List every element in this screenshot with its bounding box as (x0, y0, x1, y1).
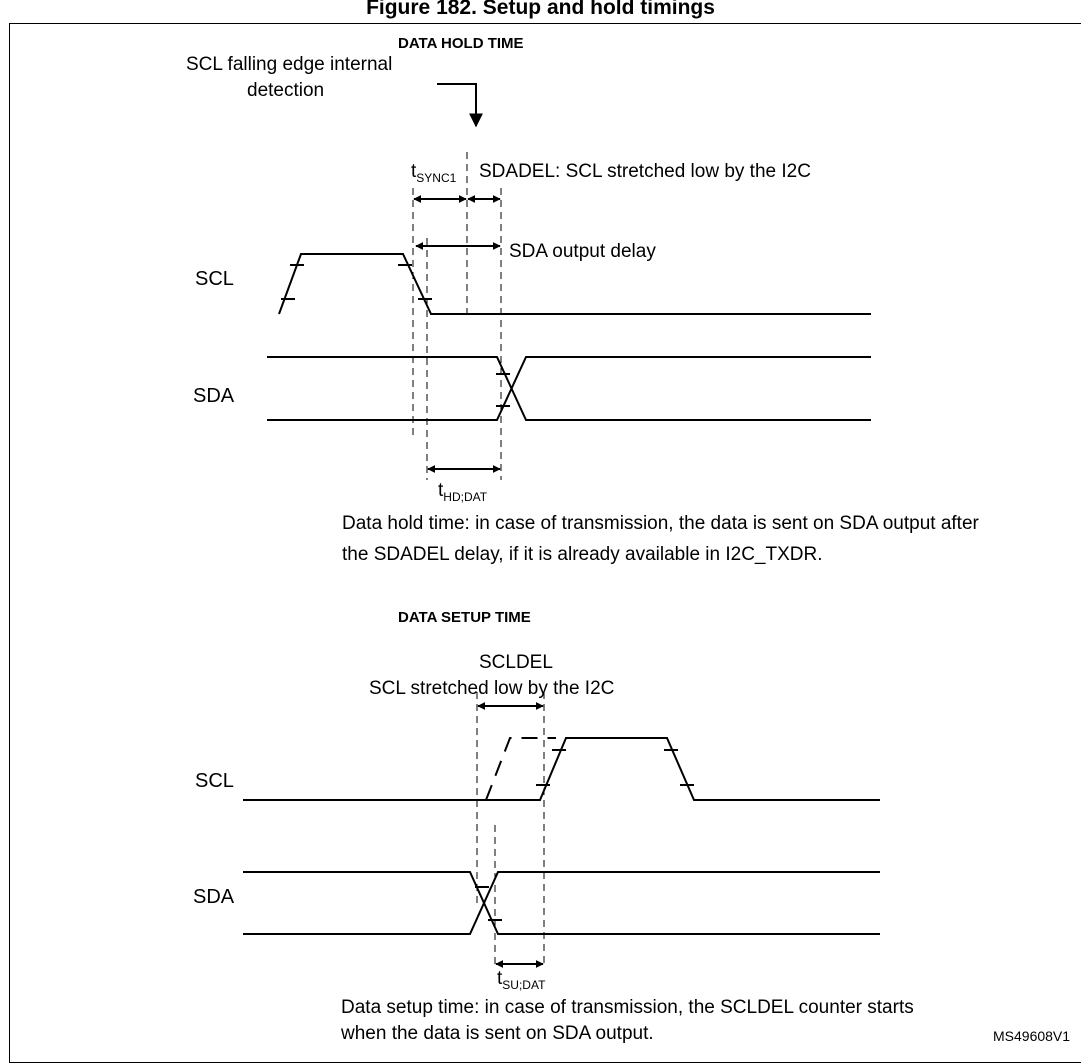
detection-arrow (437, 84, 476, 126)
detection-label-line1: SCL falling edge internal (186, 54, 393, 75)
setup-section (193, 609, 914, 1044)
setup-scl-label: SCL (195, 770, 234, 792)
hold-dashed-guides (413, 152, 501, 480)
setup-scl-waveform (243, 738, 880, 800)
hold-section (186, 35, 980, 565)
figure-reference-id: MS49608V1 (993, 1028, 1071, 1044)
setup-sda-label: SDA (193, 886, 235, 908)
setup-scl-early-edge (486, 738, 556, 800)
detection-label-line2: detection (247, 80, 325, 101)
setup-note-line2: when the data is sent on SDA output. (341, 1023, 654, 1044)
scldel-label-line2: SCL stretched low by the I2C (369, 678, 615, 699)
setup-sda-waveform (243, 872, 880, 934)
tsync1-label: $t_{SYNC1}$ (411, 161, 457, 185)
hold-sda-label: SDA (193, 385, 235, 407)
thd-dat-label: $t_{HD;DAT}$ (438, 480, 488, 504)
sdadel-label: SDADEL: SCL stretched low by the I2C (479, 161, 811, 182)
setup-dashed-guides (477, 692, 544, 965)
scldel-label-line1: SCLDEL (479, 652, 553, 673)
figure-title: Figure 182. Setup and hold timings (366, 0, 715, 19)
setup-note-line1: Data setup time: in case of transmission, the SCLDEL counter starts (341, 997, 914, 1018)
hold-scl-waveform (279, 254, 871, 314)
setup-timing-arrows (478, 706, 543, 964)
setup-section-title: DATA SETUP TIME (398, 609, 531, 626)
hold-note-line1: Data hold time: in case of transmission, the data is sent on SDA output after (342, 513, 979, 534)
sda-output-delay-label: SDA output delay (509, 241, 656, 262)
hold-note-line2: the SDADEL delay, if it is already available in I2C_TXDR. (342, 544, 823, 565)
hold-sda-waveform (267, 357, 871, 420)
tsu-dat-label: $t_{SU;DAT}$ (497, 968, 546, 992)
hold-scl-label: SCL (195, 268, 234, 290)
hold-section-title: DATA HOLD TIME (398, 35, 524, 52)
